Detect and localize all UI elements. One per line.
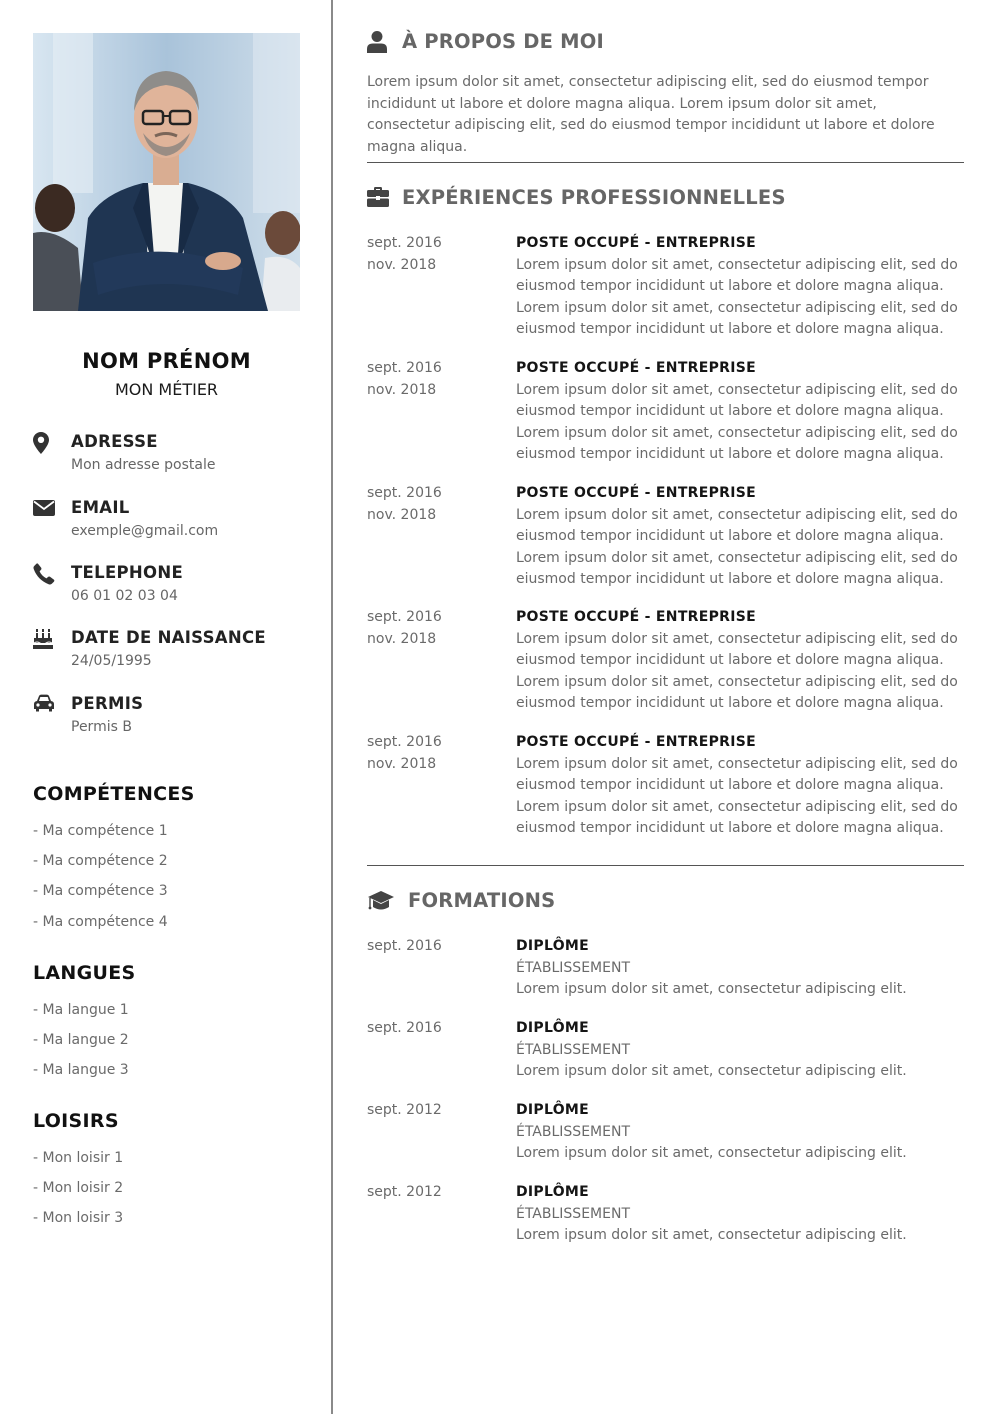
end-date: nov. 2018	[367, 381, 437, 398]
contact-label: EMAIL	[71, 498, 130, 517]
job-description: Lorem ipsum dolor sit amet, consectetur adipiscing elit, sed do eiusmod tempor incididunt ut labore et dolore magna aliqua. Lorem ipsum dolor sit amet, consectetur adipiscing elit, sed do eiusmod tempor incididunt ut labore et dolore magna aliqua.	[516, 381, 958, 462]
car-icon	[33, 694, 55, 716]
briefcase-icon	[367, 187, 389, 209]
start-date: sept. 2016	[367, 734, 442, 750]
education-description: Lorem ipsum dolor sit amet, consectetur adipiscing elit.	[516, 1063, 907, 1079]
graduation-cap-icon	[367, 890, 395, 912]
job-description: Lorem ipsum dolor sit amet, consectetur adipiscing elit, sed do eiusmod tempor incididunt ut labore et dolore magna aliqua. Lorem ipsum dolor sit amet, consectetur adipiscing elit, sed do eiusmod tempor incididunt ut labore et dolore magna aliqua.	[516, 755, 958, 836]
school: ÉTABLISSEMENT	[516, 1041, 630, 1058]
experience-dates	[367, 607, 507, 650]
hobby-item: - Mon loisir 3	[33, 1210, 124, 1227]
experience-dates	[367, 233, 507, 276]
contact-value: exemple@gmail.com	[71, 523, 219, 539]
school: ÉTABLISSEMENT	[516, 1205, 630, 1222]
job-description: Lorem ipsum dolor sit amet, consectetur adipiscing elit, sed do eiusmod tempor incididunt ut labore et dolore magna aliqua. Lorem ipsum dolor sit amet, consectetur adipiscing elit, sed do eiusmod tempor incididunt ut labore et dolore magna aliqua.	[516, 630, 958, 711]
start-date: sept. 2016	[367, 485, 442, 501]
start-date: sept. 2016	[367, 360, 442, 376]
experience-heading-text: EXPÉRIENCES PROFESSIONNELLES	[402, 186, 786, 209]
start-date: sept. 2016	[367, 235, 442, 251]
hobby-item: - Mon loisir 1	[33, 1150, 124, 1166]
skill-item: - Ma compétence 1	[33, 823, 168, 839]
start-date: sept. 2016	[367, 609, 442, 625]
job-title: MON MÉTIER	[114, 380, 219, 399]
birthday-cake-icon	[33, 628, 55, 650]
education-heading	[367, 889, 555, 912]
job-position: POSTE OCCUPÉ - ENTREPRISE	[516, 360, 757, 376]
language-item: - Ma langue 2	[33, 1032, 129, 1049]
end-date: nov. 2018	[367, 256, 437, 273]
map-marker-icon	[33, 432, 55, 454]
experience-heading	[367, 186, 786, 209]
about-heading-text: À PROPOS DE MOI	[402, 30, 604, 53]
education-date: sept. 2012	[367, 1184, 442, 1200]
job-position: POSTE OCCUPÉ - ENTREPRISE	[516, 235, 757, 251]
skill-item: - Ma compétence 4	[33, 913, 168, 930]
degree: DIPLÔME	[516, 1102, 590, 1118]
language-item: - Ma langue 1	[33, 1002, 129, 1018]
education-date: sept. 2016	[367, 938, 442, 954]
contact-value: Permis B	[71, 719, 132, 735]
job-description: Lorem ipsum dolor sit amet, consectetur adipiscing elit, sed do eiusmod tempor incididunt ut labore et dolore magna aliqua. Lorem ipsum dolor sit amet, consectetur adipiscing elit, sed do eiusmod tempor incididunt ut labore et dolore magna aliqua.	[516, 506, 958, 587]
experience-dates	[367, 483, 507, 526]
envelope-icon	[33, 498, 55, 520]
user-icon	[367, 31, 389, 53]
degree: DIPLÔME	[516, 938, 590, 954]
experience-dates	[367, 358, 507, 401]
phone-icon	[33, 563, 55, 585]
degree: DIPLÔME	[516, 1184, 590, 1200]
job-position: POSTE OCCUPÉ - ENTREPRISE	[516, 609, 757, 625]
section-divider	[367, 865, 964, 866]
education-date: sept. 2016	[367, 1020, 442, 1036]
school: ÉTABLISSEMENT	[516, 959, 630, 976]
skills-heading: COMPÉTENCES	[33, 783, 195, 805]
hobbies-heading: LOISIRS	[33, 1110, 119, 1132]
education-description: Lorem ipsum dolor sit amet, consectetur adipiscing elit.	[516, 1145, 907, 1161]
hobby-item: - Mon loisir 2	[33, 1180, 124, 1197]
education-description: Lorem ipsum dolor sit amet, consectetur adipiscing elit.	[516, 981, 907, 997]
profile-photo	[33, 33, 300, 311]
skill-item: - Ma compétence 2	[33, 853, 168, 870]
experience-dates	[367, 732, 507, 775]
about-heading	[367, 30, 604, 53]
job-position: POSTE OCCUPÉ - ENTREPRISE	[516, 734, 757, 750]
job-position: POSTE OCCUPÉ - ENTREPRISE	[516, 485, 757, 501]
languages-list	[33, 1000, 129, 1091]
skill-item: - Ma compétence 3	[33, 883, 168, 900]
school: ÉTABLISSEMENT	[516, 1123, 630, 1140]
job-description: Lorem ipsum dolor sit amet, consectetur adipiscing elit, sed do eiusmod tempor incididunt ut labore et dolore magna aliqua. Lorem ipsum dolor sit amet, consectetur adipiscing elit, sed do eiusmod tempor incididunt ut labore et dolore magna aliqua.	[516, 256, 958, 337]
degree: DIPLÔME	[516, 1020, 590, 1036]
end-date: nov. 2018	[367, 506, 437, 523]
contact-value: Mon adresse postale	[71, 457, 216, 473]
about-text: Lorem ipsum dolor sit amet, consectetur adipiscing elit, sed do eiusmod tempor incididunt ut labore et dolore magna aliqua. Lorem ipsum dolor sit amet, consectetur adipiscing elit, sed do eiusmod tempor incididunt ut labore et dolore magna aliqua.	[367, 74, 935, 155]
end-date: nov. 2018	[367, 755, 437, 772]
education-description: Lorem ipsum dolor sit amet, consectetur adipiscing elit.	[516, 1227, 907, 1243]
languages-heading: LANGUES	[33, 962, 136, 984]
education-date: sept. 2012	[367, 1102, 442, 1118]
full-name: NOM PRÉNOM	[82, 349, 251, 373]
end-date: nov. 2018	[367, 630, 437, 647]
contact-label: TELEPHONE	[71, 563, 184, 582]
contact-label: ADRESSE	[71, 432, 158, 451]
education-heading-text: FORMATIONS	[408, 889, 556, 912]
hobbies-list	[33, 1148, 123, 1239]
contact-value: 24/05/1995	[71, 653, 152, 669]
language-item: - Ma langue 3	[33, 1062, 129, 1079]
skills-list	[33, 821, 168, 942]
contact-label: PERMIS	[71, 694, 144, 713]
contact-value: 06 01 02 03 04	[71, 588, 178, 604]
contact-label: DATE DE NAISSANCE	[71, 628, 266, 647]
sidebar	[0, 0, 333, 1414]
section-divider	[367, 162, 964, 163]
